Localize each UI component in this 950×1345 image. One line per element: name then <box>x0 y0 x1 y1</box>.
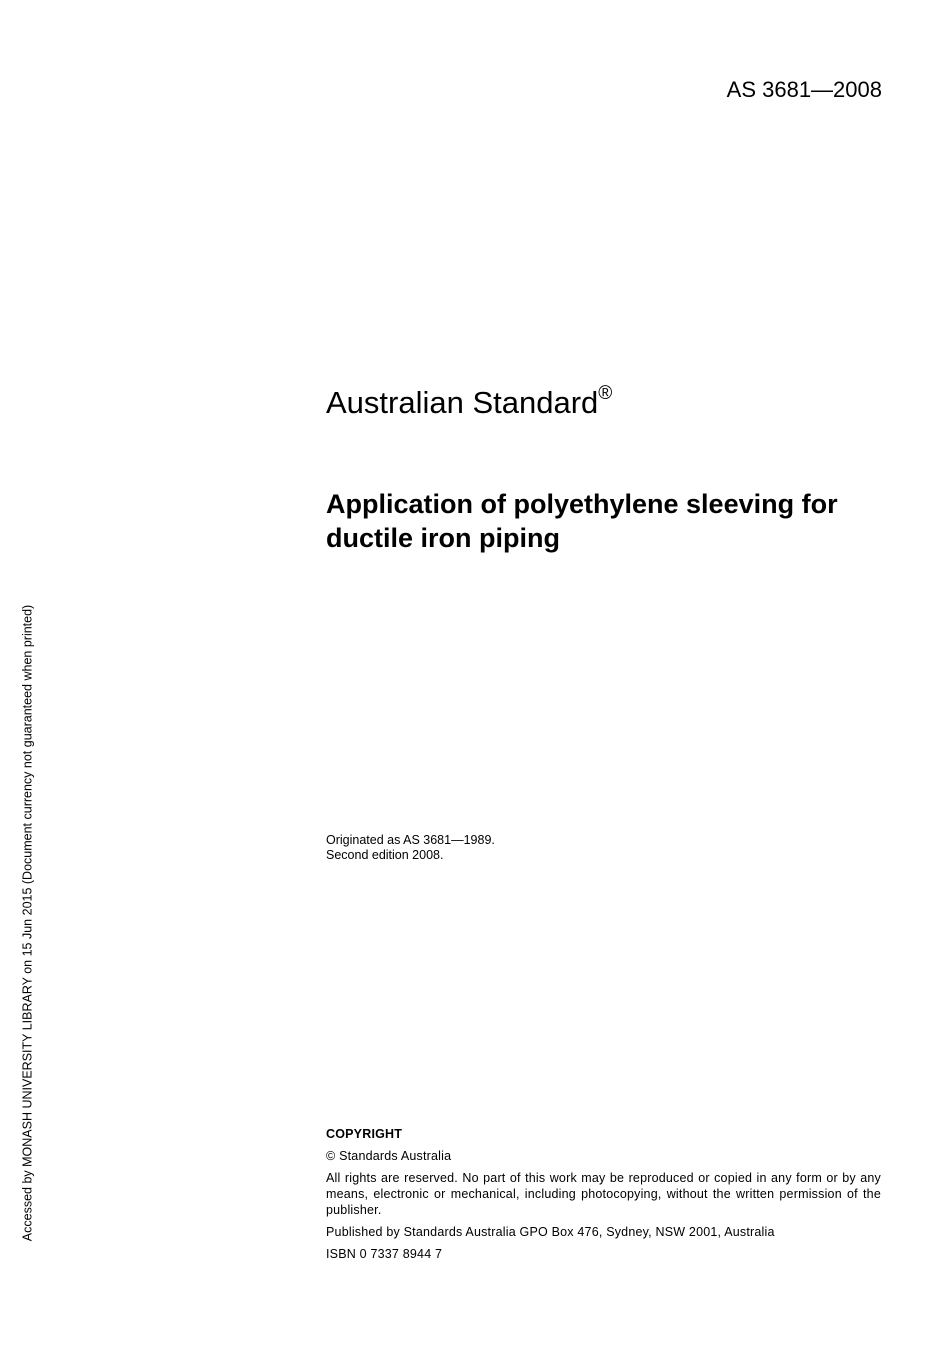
series-label: Australian Standard <box>326 385 599 420</box>
document-number: AS 3681—2008 <box>726 77 882 102</box>
rights-statement: All rights are reserved. No part of this work may be reproduced or copied in any form or by any means, electronic or mechanical, including photocopying, without the written permission of the publisher. <box>326 1171 881 1217</box>
title-line-1: Application of polyethylene sleeving for <box>326 489 838 519</box>
edition-note: Second edition 2008. <box>326 847 444 862</box>
document-title <box>326 487 896 555</box>
access-watermark: Accessed by MONASH UNIVERSITY LIBRARY on 15 Jun 2015 (Document currency not guaranteed when printed) <box>20 604 35 1242</box>
copyright-block <box>326 1126 881 1268</box>
copyright-holder: © Standards Australia <box>326 1149 452 1163</box>
registered-trademark-mark: ® <box>598 383 613 404</box>
publisher-line: Published by Standards Australia GPO Box 476, Sydney, NSW 2001, Australia <box>326 1225 775 1239</box>
edition-history <box>326 833 495 862</box>
isbn-line: ISBN 0 7337 8944 7 <box>326 1247 443 1261</box>
standard-series-heading <box>326 383 612 423</box>
originated-note: Originated as AS 3681—1989. <box>326 833 495 847</box>
copyright-heading: COPYRIGHT <box>326 1127 403 1141</box>
title-line-2: ductile iron piping <box>326 523 560 553</box>
